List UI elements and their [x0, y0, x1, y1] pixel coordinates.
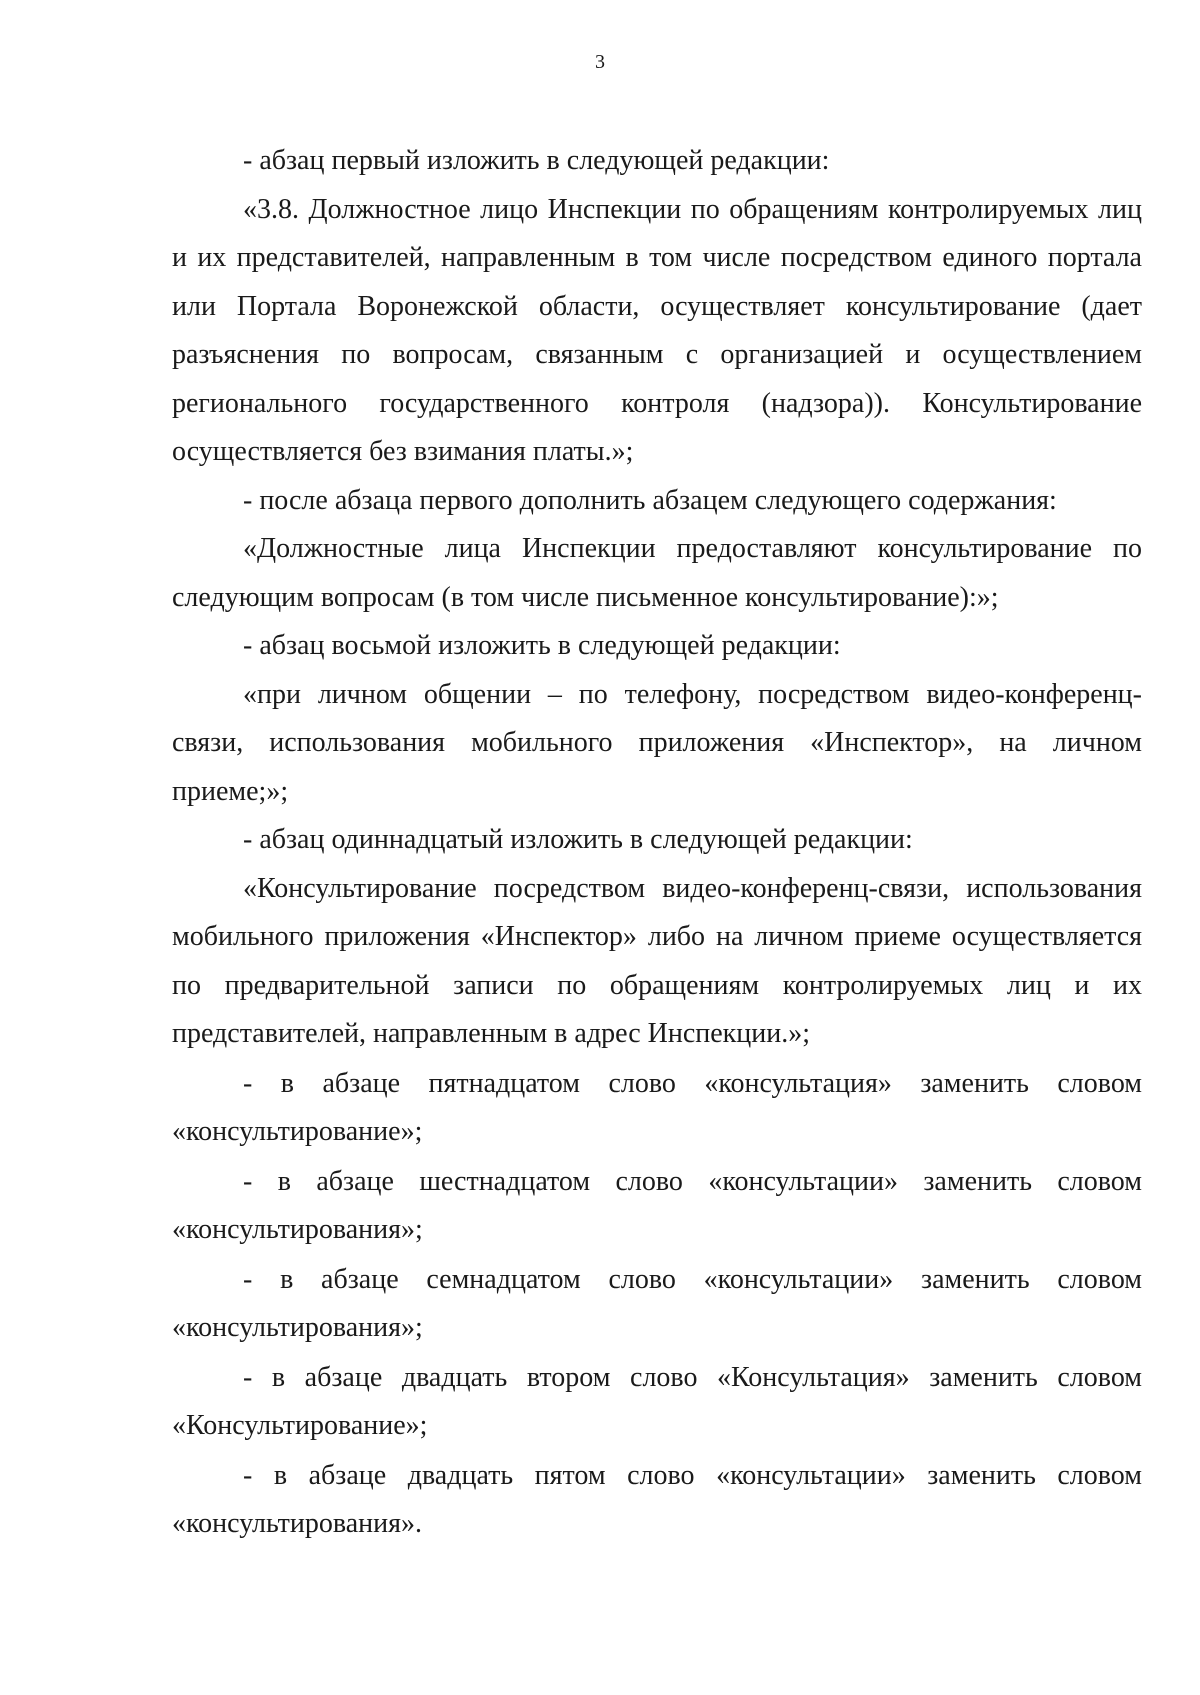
paragraph-instruction-3: - абзац восьмой изложить в следующей редакции:	[243, 630, 841, 661]
document-body	[172, 137, 1142, 1549]
paragraph-replace-16: - в абзаце шестнадцатом слово «консультации» заменить словом «консультирования»;	[172, 1165, 1142, 1245]
paragraph-quote-officials: «Должностные лица Инспекции предоставляют консультирование по следующим вопросам (в том числе письменное консультирование):»;	[172, 533, 1142, 613]
paragraph-quote-3-8: «3.8. Должностное лицо Инспекции по обращениям контролируемых лиц и их представителей, направленным в том числе посредством единого портала или Портала Воронежской области, осуществляет консультирование (дает разъяснения по вопросам, связанным с организацией и осуществлением регионального государственного контроля (надзора)). Консультирование осуществляется без взимания платы.»;	[172, 193, 1142, 467]
paragraph-replace-17: - в абзаце семнадцатом слово «консультации» заменить словом «консультирования»;	[172, 1263, 1142, 1343]
paragraph-replace-22: - в абзаце двадцать втором слово «Консультация» заменить словом «Консультирование»;	[172, 1361, 1142, 1441]
paragraph-quote-personal: «при личном общении – по телефону, посредством видео-конференц-связи, использования мобильного приложения «Инспектор», на личном приеме;»;	[172, 678, 1142, 807]
paragraph-instruction-2: - после абзаца первого дополнить абзацем следующего содержания:	[243, 484, 1057, 516]
paragraph-replace-25: - в абзаце двадцать пятом слово «консультации» заменить словом «консультирования».	[172, 1459, 1142, 1539]
paragraph-instruction-4: - абзац одиннадцатый изложить в следующей редакции:	[243, 824, 913, 855]
paragraph-replace-15: - в абзаце пятнадцатом слово «консультация» заменить словом «консультирование»;	[172, 1067, 1142, 1147]
paragraph-instruction-1: - абзац первый изложить в следующей редакции:	[243, 145, 830, 176]
page-number: 3	[595, 51, 605, 73]
paragraph-quote-video: «Консультирование посредством видео-конференц-связи, использования мобильного приложения «Инспектор» либо на личном приеме осуществляется по предварительной записи по обращениям контролируемых лиц и их представителей, направленным в адрес Инспекции.»;	[172, 872, 1142, 1049]
